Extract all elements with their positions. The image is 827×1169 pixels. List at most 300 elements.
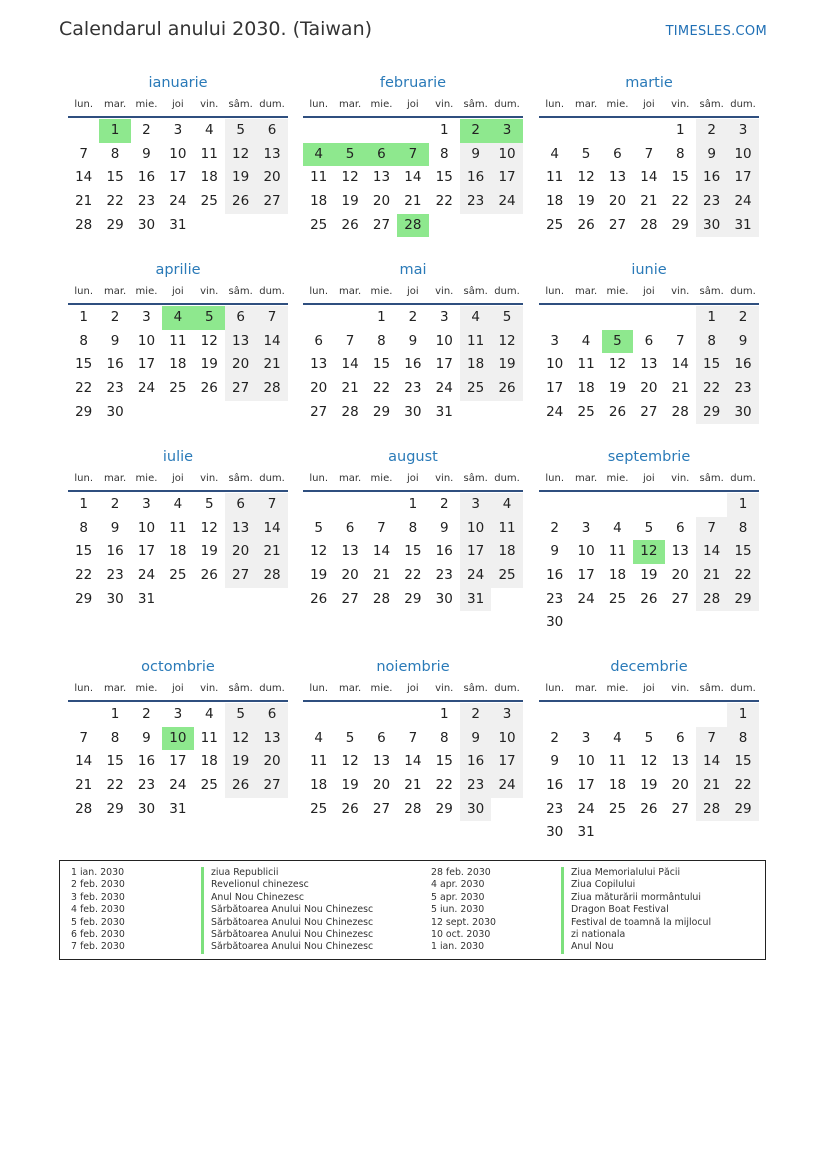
day-cell: 25 xyxy=(169,380,187,397)
day-cell: 5 xyxy=(204,496,214,512)
weekday-label: dum. xyxy=(259,473,285,484)
weekday-label: joi xyxy=(172,683,184,694)
empty-cell xyxy=(491,401,522,425)
day-cell: 2 xyxy=(110,496,120,512)
legend-date: 6 feb. 2030 xyxy=(71,928,125,940)
day-cell: 6 xyxy=(644,332,654,349)
empty-cell xyxy=(460,401,491,425)
day-cell: 30 xyxy=(435,590,453,607)
day-cell: 30 xyxy=(696,214,727,238)
empty-cell xyxy=(225,401,256,425)
weekday-label: mie. xyxy=(135,286,158,297)
empty-cell xyxy=(602,306,633,330)
empty-cell xyxy=(665,821,696,845)
day-cell: 10 xyxy=(546,356,564,373)
empty-cell xyxy=(696,821,727,845)
day-cell: 12 xyxy=(491,330,522,354)
weekday-label: joi xyxy=(172,473,184,484)
weekday-label: mar. xyxy=(338,286,362,297)
day-cell: 29 xyxy=(671,216,689,233)
day-cell: 3 xyxy=(491,703,522,727)
day-grid xyxy=(539,703,759,845)
day-cell: 12 xyxy=(225,727,256,751)
legend-date: 1 ian. 2030 xyxy=(431,941,485,953)
month-octombrie xyxy=(68,656,288,821)
empty-cell xyxy=(539,306,570,330)
day-cell: 18 xyxy=(200,169,218,186)
day-cell: 9 xyxy=(408,332,418,349)
day-cell: 1 xyxy=(675,122,685,138)
day-cell: 21 xyxy=(671,380,689,397)
day-cell: 5 xyxy=(345,729,355,746)
day-cell: 28 xyxy=(256,564,287,588)
day-cell: 15 xyxy=(727,540,758,564)
empty-cell xyxy=(570,703,601,727)
day-cell: 20 xyxy=(640,380,658,397)
day-cell: 20 xyxy=(372,193,391,210)
day-cell: 14 xyxy=(404,753,422,770)
day-cell: 13 xyxy=(225,330,256,354)
day-cell: 1 xyxy=(727,493,758,517)
day-cell: 31 xyxy=(137,590,156,607)
empty-cell xyxy=(256,798,287,822)
day-cell: 31 xyxy=(460,588,491,612)
day-cell: 11 xyxy=(608,753,627,770)
day-cell: 25 xyxy=(169,567,187,584)
day-cell: 23 xyxy=(460,190,491,214)
day-cell: 15 xyxy=(75,543,93,560)
legend-holiday-name: zi nationala xyxy=(561,929,625,941)
day-cell: 11 xyxy=(310,169,328,186)
day-cell: 24 xyxy=(727,190,758,214)
weekday-label: mie. xyxy=(135,99,158,110)
day-cell: 22 xyxy=(372,380,391,397)
weekday-header xyxy=(303,94,523,118)
day-cell: 5 xyxy=(491,306,522,330)
day-cell: 10 xyxy=(169,145,187,162)
day-cell: 4 xyxy=(581,332,591,349)
day-cell: 23 xyxy=(404,380,422,397)
day-cell: 21 xyxy=(75,777,93,794)
legend-date: 12 sept. 2030 xyxy=(431,916,497,928)
day-cell: 17 xyxy=(577,777,595,794)
weekday-label: dum. xyxy=(494,473,520,484)
day-cell: 5 xyxy=(225,703,256,727)
day-cell: 7 xyxy=(345,332,355,349)
day-cell: 25 xyxy=(310,800,328,817)
day-cell: 31 xyxy=(577,824,595,841)
day-cell: 14 xyxy=(256,517,287,541)
weekday-label: sâm. xyxy=(699,683,724,694)
weekday-label: sâm. xyxy=(463,473,488,484)
day-cell: 9 xyxy=(696,143,727,167)
day-cell: 14 xyxy=(640,169,658,186)
empty-cell xyxy=(303,306,334,330)
day-cell: 28 xyxy=(75,800,93,817)
day-cell: 6 xyxy=(256,703,287,727)
day-cell: 26 xyxy=(310,590,328,607)
site-link[interactable]: TIMESLES.COM xyxy=(665,24,767,39)
legend-holiday-name: Sărbătoarea Anului Nou Chinezesc xyxy=(201,904,373,916)
day-cell: 15 xyxy=(671,169,689,186)
day-cell: 19 xyxy=(341,193,359,210)
day-cell: 11 xyxy=(460,330,491,354)
empty-cell xyxy=(429,214,460,238)
month-name: iulie xyxy=(162,449,194,465)
day-cell: 16 xyxy=(696,166,727,190)
day-cell: 27 xyxy=(640,403,658,420)
empty-cell xyxy=(665,306,696,330)
day-cell: 21 xyxy=(341,380,359,397)
weekday-header xyxy=(303,678,523,702)
day-cell: 23 xyxy=(460,774,491,798)
empty-cell xyxy=(303,493,334,517)
empty-cell xyxy=(303,119,334,143)
day-cell: 9 xyxy=(460,143,491,167)
holiday-day-cell: 28 xyxy=(397,214,428,238)
empty-cell xyxy=(162,401,193,425)
weekday-header xyxy=(539,468,759,492)
day-cell: 31 xyxy=(169,800,187,817)
day-cell: 22 xyxy=(696,377,727,401)
day-cell: 9 xyxy=(727,330,758,354)
day-cell: 25 xyxy=(200,777,218,794)
day-cell: 16 xyxy=(137,753,156,770)
weekday-label: lun. xyxy=(74,286,94,297)
month-noiembrie xyxy=(303,656,523,821)
day-cell: 26 xyxy=(200,380,218,397)
day-cell: 24 xyxy=(546,403,564,420)
empty-cell xyxy=(602,703,633,727)
month-mai xyxy=(303,259,523,424)
month-name: decembrie xyxy=(610,659,688,675)
day-cell: 21 xyxy=(256,353,287,377)
day-cell: 2 xyxy=(439,496,449,512)
weekday-header xyxy=(68,94,288,118)
weekday-label: mie. xyxy=(370,683,393,694)
day-cell: 15 xyxy=(106,753,124,770)
weekday-header xyxy=(539,281,759,305)
day-cell: 22 xyxy=(404,567,422,584)
day-cell: 19 xyxy=(200,543,218,560)
day-cell: 6 xyxy=(675,729,685,746)
day-cell: 18 xyxy=(200,753,218,770)
legend-holiday-name: Ziua Memorialului Păcii xyxy=(561,867,680,879)
weekday-label: vin. xyxy=(435,99,454,110)
day-cell: 26 xyxy=(640,590,658,607)
weekday-label: vin. xyxy=(435,286,454,297)
day-cell: 25 xyxy=(546,216,564,233)
holiday-day-cell: 12 xyxy=(633,540,664,564)
weekday-label: mar. xyxy=(103,683,127,694)
empty-cell xyxy=(366,119,397,143)
day-cell: 9 xyxy=(439,519,449,536)
day-cell: 11 xyxy=(577,356,595,373)
day-cell: 23 xyxy=(106,567,124,584)
month-name: septembrie xyxy=(607,449,691,465)
day-cell: 12 xyxy=(577,169,595,186)
day-cell: 30 xyxy=(137,800,156,817)
day-cell: 22 xyxy=(75,567,93,584)
empty-cell xyxy=(727,611,758,635)
day-cell: 29 xyxy=(75,403,93,420)
day-cell: 9 xyxy=(110,519,120,536)
weekday-label: mar. xyxy=(103,473,127,484)
weekday-label: mie. xyxy=(606,286,629,297)
empty-cell xyxy=(68,119,99,143)
day-cell: 2 xyxy=(550,729,559,746)
day-cell: 3 xyxy=(142,496,151,512)
day-cell: 16 xyxy=(137,169,156,186)
weekday-label: sâm. xyxy=(228,99,253,110)
day-cell: 15 xyxy=(435,169,453,186)
day-cell: 10 xyxy=(491,143,522,167)
day-cell: 5 xyxy=(644,729,654,746)
weekday-label: mie. xyxy=(370,473,393,484)
day-cell: 11 xyxy=(169,519,187,536)
weekday-label: mie. xyxy=(606,99,629,110)
empty-cell xyxy=(194,214,225,238)
legend-holiday-name: Sărbătoarea Anului Nou Chinezesc xyxy=(201,917,373,929)
day-cell: 4 xyxy=(173,496,183,512)
day-cell: 8 xyxy=(377,332,386,349)
day-cell: 13 xyxy=(310,356,328,373)
day-cell: 1 xyxy=(79,309,88,325)
day-cell: 23 xyxy=(696,190,727,214)
weekday-label: vin. xyxy=(200,473,219,484)
day-cell: 30 xyxy=(546,614,564,631)
day-cell: 17 xyxy=(546,380,564,397)
month-martie xyxy=(539,72,759,237)
weekday-label: lun. xyxy=(309,473,329,484)
day-cell: 23 xyxy=(435,567,453,584)
empty-cell xyxy=(570,611,601,635)
day-cell: 14 xyxy=(372,543,391,560)
holiday-day-cell: 3 xyxy=(491,119,522,143)
day-cell: 20 xyxy=(225,540,256,564)
day-cell: 4 xyxy=(613,729,622,746)
day-cell: 14 xyxy=(75,169,93,186)
holiday-day-cell: 4 xyxy=(162,306,193,330)
day-cell: 22 xyxy=(727,564,758,588)
day-cell: 31 xyxy=(727,214,758,238)
day-cell: 1 xyxy=(408,496,418,512)
day-cell: 10 xyxy=(460,517,491,541)
day-cell: 27 xyxy=(310,403,328,420)
day-cell: 30 xyxy=(106,590,124,607)
empty-cell xyxy=(397,119,428,143)
day-cell: 21 xyxy=(256,540,287,564)
weekday-label: sâm. xyxy=(463,683,488,694)
weekday-header xyxy=(68,281,288,305)
day-cell: 21 xyxy=(404,193,422,210)
empty-cell xyxy=(570,493,601,517)
day-cell: 22 xyxy=(727,774,758,798)
weekday-label: lun. xyxy=(309,99,329,110)
weekday-label: vin. xyxy=(200,99,219,110)
weekday-label: mar. xyxy=(338,473,362,484)
day-grid xyxy=(539,493,759,635)
weekday-label: joi xyxy=(407,99,419,110)
day-cell: 30 xyxy=(546,824,564,841)
day-cell: 21 xyxy=(404,777,422,794)
weekday-label: mar. xyxy=(103,286,127,297)
day-cell: 18 xyxy=(310,777,328,794)
weekday-label: vin. xyxy=(435,683,454,694)
day-cell: 30 xyxy=(404,403,422,420)
day-cell: 8 xyxy=(696,330,727,354)
day-cell: 31 xyxy=(435,403,453,420)
day-cell: 11 xyxy=(200,729,218,746)
day-cell: 28 xyxy=(404,800,422,817)
day-cell: 27 xyxy=(608,216,627,233)
day-cell: 2 xyxy=(460,703,491,727)
holiday-day-cell: 10 xyxy=(162,727,193,751)
day-cell: 27 xyxy=(225,377,256,401)
day-cell: 3 xyxy=(142,309,151,325)
day-cell: 28 xyxy=(640,216,658,233)
weekday-label: dum. xyxy=(259,99,285,110)
day-grid xyxy=(303,493,523,611)
day-cell: 16 xyxy=(435,543,453,560)
weekday-label: mie. xyxy=(606,683,629,694)
month-aprilie xyxy=(68,259,288,424)
day-cell: 9 xyxy=(460,727,491,751)
legend-holiday-name: Dragon Boat Festival xyxy=(561,904,669,916)
day-cell: 18 xyxy=(577,380,595,397)
day-cell: 26 xyxy=(341,800,359,817)
day-cell: 12 xyxy=(640,753,658,770)
weekday-label: joi xyxy=(643,683,655,694)
day-cell: 24 xyxy=(577,590,595,607)
day-cell: 11 xyxy=(200,145,218,162)
weekday-label: sâm. xyxy=(699,473,724,484)
day-cell: 26 xyxy=(225,190,256,214)
day-grid xyxy=(303,306,523,424)
day-cell: 24 xyxy=(169,193,187,210)
weekday-label: lun. xyxy=(74,473,94,484)
day-cell: 12 xyxy=(225,143,256,167)
day-cell: 8 xyxy=(675,145,685,162)
day-cell: 5 xyxy=(225,119,256,143)
legend-holiday-name: Anul Nou xyxy=(561,941,614,953)
day-cell: 1 xyxy=(79,496,88,512)
empty-cell xyxy=(366,493,397,517)
day-cell: 22 xyxy=(106,193,124,210)
day-cell: 27 xyxy=(671,590,689,607)
empty-cell xyxy=(225,798,256,822)
day-cell: 13 xyxy=(256,143,287,167)
month-name: noiembrie xyxy=(376,659,450,675)
empty-cell xyxy=(696,703,727,727)
day-cell: 6 xyxy=(314,332,323,349)
day-cell: 8 xyxy=(439,729,449,746)
day-cell: 22 xyxy=(435,193,453,210)
weekday-label: sâm. xyxy=(699,99,724,110)
day-cell: 19 xyxy=(491,353,522,377)
empty-cell xyxy=(602,119,633,143)
day-cell: 30 xyxy=(727,401,758,425)
day-cell: 2 xyxy=(696,119,727,143)
legend-holiday-name: Sărbătoarea Anului Nou Chinezesc xyxy=(201,941,373,953)
empty-cell xyxy=(633,703,664,727)
day-cell: 20 xyxy=(671,777,689,794)
day-cell: 15 xyxy=(435,753,453,770)
day-cell: 30 xyxy=(106,403,124,420)
holiday-day-cell: 6 xyxy=(366,143,397,167)
day-grid xyxy=(68,493,288,611)
day-cell: 29 xyxy=(404,590,422,607)
month-ianuarie xyxy=(68,72,288,237)
day-cell: 12 xyxy=(200,332,218,349)
day-cell: 16 xyxy=(546,777,564,794)
weekday-label: dum. xyxy=(494,286,520,297)
month-name: aprilie xyxy=(155,262,201,278)
day-cell: 20 xyxy=(310,380,328,397)
day-cell: 6 xyxy=(225,493,256,517)
legend-date: 28 feb. 2030 xyxy=(431,867,491,878)
day-cell: 11 xyxy=(546,169,564,186)
day-cell: 26 xyxy=(608,403,627,420)
empty-cell xyxy=(665,703,696,727)
empty-cell xyxy=(633,493,664,517)
day-cell: 20 xyxy=(225,353,256,377)
day-cell: 20 xyxy=(341,567,359,584)
day-cell: 8 xyxy=(79,519,88,536)
weekday-label: mie. xyxy=(370,286,393,297)
day-cell: 26 xyxy=(200,567,218,584)
empty-cell xyxy=(334,703,365,727)
empty-cell xyxy=(602,821,633,845)
weekday-label: sâm. xyxy=(228,683,253,694)
day-cell: 8 xyxy=(110,145,120,162)
day-cell: 27 xyxy=(372,216,391,233)
day-cell: 19 xyxy=(310,567,328,584)
weekday-label: lun. xyxy=(545,683,565,694)
month-name: martie xyxy=(625,75,673,91)
day-cell: 12 xyxy=(341,753,359,770)
day-cell: 18 xyxy=(546,193,564,210)
empty-cell xyxy=(633,306,664,330)
day-cell: 24 xyxy=(491,774,522,798)
day-cell: 8 xyxy=(727,517,758,541)
day-grid xyxy=(68,703,288,821)
weekday-label: mar. xyxy=(103,99,127,110)
weekday-header xyxy=(303,468,523,492)
legend-holiday-name: Revelionul chinezesc xyxy=(201,879,309,891)
day-cell: 7 xyxy=(696,727,727,751)
day-cell: 1 xyxy=(696,306,727,330)
day-cell: 7 xyxy=(675,332,685,349)
holiday-day-cell: 7 xyxy=(397,143,428,167)
day-cell: 28 xyxy=(75,216,93,233)
day-cell: 30 xyxy=(460,798,491,822)
empty-cell xyxy=(491,588,522,612)
day-cell: 15 xyxy=(372,356,391,373)
holiday-day-cell: 5 xyxy=(602,330,633,354)
day-cell: 20 xyxy=(608,193,627,210)
day-cell: 4 xyxy=(204,122,214,138)
day-cell: 25 xyxy=(460,377,491,401)
weekday-label: dum. xyxy=(730,286,756,297)
day-cell: 29 xyxy=(106,800,124,817)
empty-cell xyxy=(366,703,397,727)
day-cell: 14 xyxy=(696,750,727,774)
day-cell: 7 xyxy=(79,729,88,746)
weekday-label: mar. xyxy=(574,99,598,110)
day-cell: 17 xyxy=(460,540,491,564)
day-cell: 6 xyxy=(613,145,622,162)
